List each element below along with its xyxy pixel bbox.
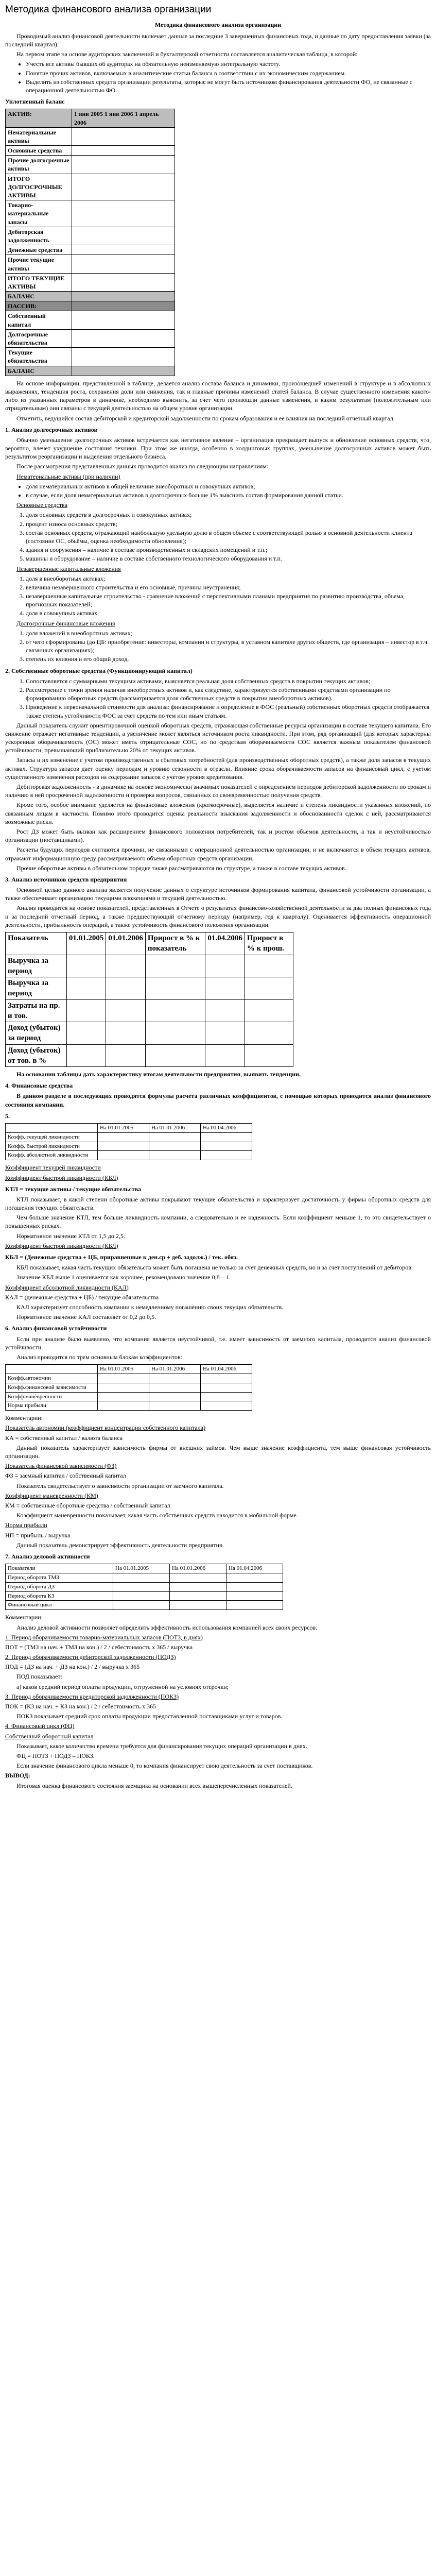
table-row [6, 1132, 252, 1142]
activity-paragraph: Итоговая оценка финансового состояния заемщика на основании всех вышеперечисленных показателей. [16, 1782, 292, 1789]
stability-paragraph: Показатель свидетельствует о зависимости организации от заемного капитала. [16, 1482, 224, 1489]
section1-paragraph: Отметить, ведущийся состав дебиторской и кредиторской задолженности по срокам образования и ее влияния на последний отчетный квартал. [16, 414, 395, 422]
value-cell [149, 1401, 201, 1411]
table-header-cell: Прирост в % к прош. [245, 933, 293, 955]
value-cell [72, 301, 175, 311]
table-row [6, 955, 293, 977]
activity-table [5, 1564, 283, 1610]
list-item: 2. Рассмотрение с точки зрения наличия внеоборотных активов и, как следствие, характеризуется собственными средствами организации по формированию оборотных средств (рассматривается доля собственных средств в покрытии внеоборотных активов). [26, 686, 431, 702]
row-label: Коэфф. текущей ликвидности [6, 1132, 98, 1142]
section1-paragraph: Основной целью данного анализа является получение данных о структуре источников формирования капитала, финансовой устойчивости организации, а также обеспечивает организацию текущими вложениями и текущей деятельностью. [5, 886, 431, 902]
activity-paragraph: Показывает, какое количество времени требуется для финансирования текущих операций организации в днях. [16, 1742, 307, 1750]
table-row [6, 301, 175, 311]
table-row [6, 292, 175, 301]
section1-paragraph: Рост ДЗ может быть вызван как расширением финансового положения потребителей, так и ростом объемов деятельности, а так и неустойчивостью организации (поставщиками). [5, 827, 431, 844]
list-item: 3. Приведение к первоначальной стоимости для анализа: финансирование и определение в ФОС (реальный) собственных оборотных средств отображается также степень устойчивости ФОС за счет средств по тем или иным статьям. [26, 703, 431, 719]
value-cell [201, 1142, 252, 1151]
list-item: 4. здания и сооружения – наличие в составе производственных и складских помещений и т.п.; [26, 546, 431, 554]
liquidity-paragraph: Анализ проводится по трем основным блокам коэффициентов: [16, 1353, 183, 1361]
table-row [6, 311, 175, 329]
table-row [6, 366, 175, 376]
value-cell [72, 127, 175, 145]
row-label: Норма прибыли [6, 1401, 98, 1411]
value-cell [66, 955, 106, 977]
section1-paragraph: Кроме того, особое внимание уделяется на финансовые вложения (краткосрочные), выделяется наличие и степень ликвидности указанных вложений, по связанным лицам в частности. Помимо этого проводится оценка реальности взыскания задолженности и обоснованности сделок с ней, рассматриваются возможные риски. [5, 801, 431, 825]
balance-body [6, 127, 175, 376]
value-cell [201, 1151, 252, 1160]
row-label: Основные средства [6, 146, 72, 156]
activity-paragraph: ПОД показывает: [16, 1673, 62, 1681]
numbered-list [5, 574, 431, 618]
table-row [6, 1383, 252, 1392]
subheading: Норма прибыли [5, 1521, 47, 1529]
table-row [6, 200, 175, 227]
activity-paragraph: ФЦ = ПОТЗ + ПОДЗ – ПОКЗ. [16, 1752, 95, 1759]
stability-paragraph: Коэффициент маневренности показывает, какая часть собственных средств находится в мобильной форме. [16, 1512, 298, 1519]
section1-paragraph: Прочие оборотные активы в обязательном порядке также рассматриваются по структуре, а также в составе текущих активов. [16, 864, 346, 872]
value-cell [149, 1142, 201, 1151]
row-label: Нематериальные активы [6, 127, 72, 145]
value-cell [72, 329, 175, 347]
subheading: Коэффициент быстрой ликвидности (КБЛ) [5, 1242, 118, 1249]
section-heading: 5. [5, 1112, 10, 1120]
value-cell [145, 977, 205, 1000]
bullet-list [5, 482, 431, 499]
table-row [6, 255, 175, 273]
liquidity-paragraph: Если при анализе было выявлено, что компания является неустойчивой, т.е. имеет зависимость от заемного капитала, проводится анализ финансовой устойчивости. [5, 1335, 431, 1351]
value-cell [66, 977, 106, 1000]
section-heading: 3. Анализ источников средств предприятия [5, 875, 127, 883]
stability-paragraph: Данный показатель демонстрирует эффективность деятельности предприятия. [16, 1541, 224, 1549]
row-label: Период оборота КЗ [6, 1591, 113, 1601]
row-label: БАЛАНС [6, 366, 72, 376]
formula: ФЗ = заемный капитал / собственный капитал [5, 1472, 126, 1480]
table-row [6, 1151, 252, 1160]
subheading: Нематериальные активы (при наличии) [16, 472, 120, 480]
subheading: Коэффициент текущей ликвидности [5, 1164, 101, 1172]
formula: ПОК = (КЗ на нач. + КЗ на кон.) / 2 / себестоимость x 365 [5, 1703, 156, 1710]
value-cell [149, 1374, 201, 1383]
table-row [6, 1401, 252, 1411]
value-cell [106, 1044, 146, 1067]
subheading: Показатель автономии (коэффициент концентрации собственного капитала) [5, 1424, 205, 1432]
row-label: ИТОГО ДОЛГОСРОЧНЫЕ АКТИВЫ [6, 174, 72, 200]
intro-paragraph: Проводимый анализ финансовой деятельности включает данные за последние 3 завершенных финансовых года, и данные по дату предоставления заявки (за последний квартал). [5, 32, 431, 48]
value-cell [145, 1022, 205, 1045]
table-row [6, 127, 175, 145]
row-label: Коэфф.манёвренности [6, 1392, 98, 1401]
formula: КТЛ = текущие активы / текущие обязательства [5, 1185, 142, 1193]
row-label: Долгосрочные обязательства [6, 329, 72, 347]
table-row [6, 1374, 252, 1383]
table-row [6, 146, 175, 156]
subheading: 4. Финансовый цикл (ФЦ) [5, 1722, 75, 1730]
value-cell [145, 999, 205, 1022]
formula: КМ = собственные оборотные средства / собственный капитал [5, 1501, 170, 1509]
value-cell [201, 1392, 252, 1401]
table-row [6, 1044, 293, 1067]
table-header-row [6, 1564, 283, 1573]
row-label: ПАССИВ: [6, 301, 72, 311]
value-cell [106, 977, 146, 1000]
table-header-cell: 1 янв 2005 1 янв 2006 1 апрель 2006 [72, 109, 175, 127]
comment-label: Комментарии: [5, 1614, 43, 1621]
section1-paragraph: Обычно уменьшение долгосрочных активов встречается как негативное явление – организация прекращает выпуск и обновление основных средств, что, вероятно, влечет ухудшение состояния техники. При этом же иногда, особенно в холдинговых группах, уменьшение долгосрочных активов может быть результатом реорганизации и выделения отдельного бизнеса. [5, 436, 431, 461]
value-cell [201, 1132, 252, 1142]
list-item: 2. величина незавершенного строительства и его основные, причины неустранения; [26, 583, 431, 591]
subheading: Коэффициент маневренности (КМ) [5, 1492, 98, 1499]
liquidity-paragraph: Нормативное значение КТЛ от 1,5 до 2,5. [16, 1232, 125, 1240]
table-row [6, 1573, 283, 1582]
list-item: • Понятие прочих активов, включаемых в аналитические статьи баланса в соответствии с их экономическим содержанием. [26, 69, 431, 77]
section2-paragraph: На основании таблицы дать характеристику итогам деятельности предприятия, выявить тенденции. [16, 1071, 301, 1078]
row-label: Финансовый цикл [6, 1601, 113, 1610]
value-cell [72, 227, 175, 245]
value-cell [106, 1022, 146, 1045]
balance-table [5, 109, 175, 376]
value-cell [72, 146, 175, 156]
table-row [6, 348, 175, 366]
section-heading: 1. Анализ долгосрочных активов [5, 426, 97, 433]
value-cell [66, 1044, 106, 1067]
table-row [6, 273, 175, 291]
section-heading: 6. Анализ финансовой устойчивости [5, 1325, 107, 1332]
liquidity-paragraph: Значение КБЛ выше 1 оценивается как хорошее, рекомендовано значение 0,8 – 1. [16, 1274, 231, 1281]
liquidity-paragraph: КАЛ характеризует способность компании к немедленному погашению своих текущих обязательств. [16, 1303, 284, 1311]
table-header-cell: Показатели [6, 1564, 113, 1573]
list-item: 1. Сопоставляется с суммарными текущими активами, выясняется реальная доля собственных средств в покрытии текущих активов; [26, 677, 431, 685]
formula: КБЛ = (Денежные средства + ЦБ, приравненные к ден.ср + деб. задолж.) / тек. обяз. [5, 1253, 238, 1261]
subheading: Основные средства [16, 501, 67, 509]
row-label: Период оборота ТМЗ [6, 1573, 113, 1582]
list-item: • доля нематериальных активов в общей величине внеоборотных и совокупных активов; [26, 482, 431, 490]
liquidity-paragraph: КБЛ показывает, какая часть текущих обязательств может быть погашена не только за счет денежных средств, но и за счет поступлений от дебиторов. [16, 1264, 413, 1272]
value-cell [205, 977, 245, 1000]
liquidity-paragraph: Чем больше значение КТЛ, тем больше ликвидность компании, а следовательно и ее надежность. Если коэффициент меньше 1, то это свидетельствует о повышенных рисках. [5, 1214, 431, 1230]
section1-paragraph: На основе информации, представленной в таблице, делается анализ состава баланса и динамики, произошедшей изменений в структуре и в абсолютных выражениях, тенденция роста, сохранения доли или снижения, так и главные причины изменений статей баланса. В случае существенного изменения какого-либо из указанных параметров в динамике, необходимо выяснить, за счет чего произошли данные изменения, и каким результатам (положительным или отрицательным) они связаны с текущей деятельностью на общем уровне организации. [5, 379, 431, 412]
formula: ПОД = (ДЗ на нач. + ДЗ на кон.) / 2 / выручка x 365 [5, 1663, 140, 1671]
list-item: 2. процент износа основных средств; [26, 520, 431, 528]
row-label: Коэфф.финансовой зависимости [6, 1383, 98, 1392]
activity-paragraph: ПОКЗ показывает средний срок оплаты продукции предоставленной поставщиками услуг и товаров. [16, 1713, 283, 1720]
table-header-cell: 01.04.2006 [205, 933, 245, 955]
row-label: Текущие обязательства [6, 348, 72, 366]
list-item: • в случае, если доля нематериальных активов в долгосрочных больше 1% выяснить состав формирования данной статьи. [26, 491, 431, 499]
table-row [6, 227, 175, 245]
value-cell [205, 1044, 245, 1067]
table-row [6, 174, 175, 200]
table-row [6, 999, 293, 1022]
coef-table [5, 1123, 252, 1160]
value-cell [106, 999, 146, 1022]
balance-heading: Уплотненный баланс [5, 98, 65, 106]
list-item: • Выделить из собственных средств организации результаты, которые не могут быть источником финансирования деятельности ФО, не связанные с операционной деятельностью ФО. [26, 78, 431, 94]
value-cell [170, 1591, 226, 1601]
table-row [6, 1392, 252, 1401]
activity-paragraph: Анализ деловой активности позволяет определить эффективность использования компанией всех своих ресурсов. [16, 1623, 318, 1631]
value-cell [72, 366, 175, 376]
row-label: Собственный капитал [6, 311, 72, 329]
value-cell [205, 1022, 245, 1045]
table-header-cell: На 01.04.2006 [201, 1123, 252, 1132]
list-item: 3. незавершенные капитальные строительство - сравнение вложений с перспективными планами предприятия по развитию производства, объема, прогнозных показателей; [26, 592, 431, 608]
table-header-row [6, 1365, 252, 1374]
row-label: Выручка за период [6, 977, 67, 1000]
subheading: Показатель финансовой зависимости (ФЗ) [5, 1462, 117, 1470]
table-header-cell [6, 1123, 98, 1132]
activity-paragraph: Если значение финансового цикла меньше 0, то компания финансирует свою деятельность за счет поставщиков. [16, 1762, 313, 1770]
value-cell [66, 1022, 106, 1045]
intro-paragraph: На первом этапе на основе аудиторских заключений и бухгалтерской отчетности составляется аналитическая таблица, в которой: [16, 50, 358, 58]
subheading: 1. Период оборачиваемости товарно-материальных запасов (ПОТЗ, в днях) [5, 1633, 203, 1641]
table-header-cell: 01.01.2006 [106, 933, 146, 955]
table-row [6, 1142, 252, 1151]
value-cell [72, 273, 175, 291]
table-row [6, 1582, 283, 1591]
table-header-cell: На 01.01.2005 [113, 1564, 170, 1573]
row-label: Дебиторская задолженность [6, 227, 72, 245]
value-cell [205, 999, 245, 1022]
row-label: Затраты на пр. и тов. [6, 999, 67, 1022]
row-label: Выручка за период [6, 955, 67, 977]
subheading: Незавершенные капитальные вложения [16, 565, 121, 572]
list-item: 1. доля основных средств в долгосрочных и совокупных активах; [26, 511, 431, 519]
subheading: Собственный оборотный капитал [5, 1732, 94, 1740]
stability-paragraph: Данный показатель характеризует зависимость фирмы от внешних займов. Чем выше значение коэффициента, тем выше финансовая устойчивость организации. [5, 1444, 431, 1460]
value-cell [72, 245, 175, 255]
table-row [6, 1591, 283, 1601]
row-label: Товарно-материальные запасы [6, 200, 72, 227]
row-label: Доход (убыток) от тов. в % [6, 1044, 67, 1067]
value-cell [226, 1573, 283, 1582]
value-cell [113, 1591, 170, 1601]
section1-paragraph: Анализ проводится на основе показателей, представленных в Отчете о результатах финансово-хозяйственной деятельности за два полных финансовых года и за последний отчетный период, а также предшествующий отчетному периоду (например, год к кварталу). Оценивается эффективность операционной деятельности, прибыльность операций, а также устойчивость финансового положения организации. [5, 904, 431, 928]
liquidity-paragraph: Нормативное значение КАЛ составляет от 0,2 до 0,5. [16, 1313, 156, 1321]
value-cell [149, 1132, 201, 1142]
coef-body [6, 1132, 252, 1160]
section-heading: 4. Финансовые средства [5, 1082, 73, 1090]
row-label: Прочие текущие активы [6, 255, 72, 273]
value-cell [149, 1151, 201, 1160]
value-cell [245, 1022, 293, 1045]
intro-list [5, 60, 431, 94]
table-header-row [6, 1123, 252, 1132]
subheading: Долгосрочные финансовые вложения [16, 619, 115, 627]
section1-paragraph: Дебиторская задолженность - в динамике на основе экономически значимых показателей с определением периодов дебиторской задолженности по срокам и наличию в ней просроченной задолженности и проверка вопросов, связанных со своевременностью получения средств. [5, 783, 431, 799]
subheading: Коэффициент быстрой ликвидности (КБЛ) [5, 1174, 118, 1181]
section1-paragraph: Запасы и их изменение с учетом производственных и сбытовых потребностей (для производственных оборотных средств), а также доля запасов в текущих активах. Структура запасов дает оценку периодам и уровню сезонности в отрасли. Влияние срока оборачиваемости запасов на финансовый цикл, с учетом существенного изменения расходов на содержание запасов с учетом уровня кредитования. [5, 756, 431, 781]
value-cell [205, 955, 245, 977]
value-cell [226, 1582, 283, 1591]
intro-heading: Методика финансового анализа организации [154, 21, 282, 28]
value-cell [170, 1573, 226, 1582]
numbered-list [5, 677, 431, 720]
list-item: 2. от чего сформированы (до ЦБ: приобретение: инвесторы, компании и структуры, в уставном капитале других обществ, где организация – инвестор в т.ч. связанных организациях); [26, 638, 431, 654]
value-cell [245, 955, 293, 977]
table-header-row [6, 933, 293, 955]
value-cell [66, 999, 106, 1022]
value-cell [170, 1601, 226, 1610]
row-label: Коэфф. быстрой ликвидности [6, 1142, 98, 1151]
formula: КАЛ = (денежные средства + ЦБ) / текущие обязательства [5, 1293, 159, 1301]
table-row [6, 156, 175, 174]
list-item: 1. доля вложений в внеоборотных активах; [26, 629, 431, 637]
section1-paragraph: Данный показатель служит ориентировочной оценкой оборотных средств, отражающая собственные ресурсы организации в составе текущего капитала. Его снижение отражает негативные тенденции, а увеличение может являться источником роста ликвидности. При этом, ряд организаций (для которых характерны ускоренная оборачиваемость (ОС) может иметь отрицательные СОС, но по средствам оборачиваемости СОС является важным показателем финансовой устойчивости, превышающий приблизительно 20% от текущих активов. [5, 721, 431, 754]
value-cell [201, 1374, 252, 1383]
numbered-list [5, 511, 431, 563]
table-header-cell: На 01.04.2006 [201, 1365, 252, 1374]
row-label: БАЛАНС [6, 292, 72, 301]
formula: НП = прибыль / выручка [5, 1531, 71, 1539]
value-cell [201, 1383, 252, 1392]
row-label: Коэфф.автономии [6, 1374, 98, 1383]
table-header-cell: АКТИВ: [6, 109, 72, 127]
value-cell [245, 999, 293, 1022]
subheading: Коэффициент абсолютной ликвидности (КАЛ) [5, 1283, 129, 1291]
value-cell [149, 1392, 201, 1401]
value-cell [72, 348, 175, 366]
value-cell [149, 1383, 201, 1392]
value-cell [98, 1383, 149, 1392]
stability-body [6, 1374, 252, 1410]
value-cell [98, 1401, 149, 1411]
value-cell [98, 1132, 149, 1142]
value-cell [113, 1601, 170, 1610]
section2-paragraph: В данном разделе в последующих проводятся формулы расчета различных коэффициентов, с помощью которых проводится анализ финансового состояния компании. [5, 1092, 431, 1108]
list-item: 3. степень их влияния и его общий доход. [26, 655, 431, 663]
value-cell [106, 955, 146, 977]
value-cell [226, 1601, 283, 1610]
value-cell [72, 311, 175, 329]
row-label: Период оборота ДЗ [6, 1582, 113, 1591]
table-row [6, 977, 293, 1000]
value-cell [145, 1044, 205, 1067]
row-label: Денежные средства [6, 245, 72, 255]
formula: КА = собственный капитал / валюта баланса [5, 1434, 123, 1442]
activity-paragraph: а) каков средний период оплаты продукции, отгруженной на условиях отсрочки; [16, 1683, 229, 1690]
value-cell [145, 955, 205, 977]
table-header-cell: На 01.01.2006 [149, 1365, 201, 1374]
value-cell [245, 977, 293, 1000]
table-row [6, 1601, 283, 1610]
table-header-cell: На 01.01.2005 [98, 1123, 149, 1132]
list-item: 1. доля в внеоборотных активах; [26, 574, 431, 583]
value-cell [170, 1582, 226, 1591]
list-item: 3. состав основных средств, отражающий наибольшую удельную долю в общем объеме с соответствующей ролью в основной деятельности клиента (состояние ОС, обьёмы, оценка необходимости обновления); [26, 529, 431, 545]
value-cell [201, 1401, 252, 1411]
liquidity-paragraph: КТЛ показывает, в какой степени оборотные активы покрывают текущие обязательства и характеризует достаточность у фирмы оборотных средств для погашения текущих обязательств. [5, 1195, 431, 1212]
metrics-table [5, 932, 293, 1067]
section-heading: 2. Собственные оборотные средства (Функционирующий капитал) [5, 667, 193, 674]
value-cell [72, 174, 175, 200]
value-cell [72, 156, 175, 174]
value-cell [113, 1573, 170, 1582]
value-cell [245, 1044, 293, 1067]
table-header-cell: 01.01.2005 [66, 933, 106, 955]
table-row [6, 1022, 293, 1045]
row-label: ИТОГО ТЕКУЩИЕ АКТИВЫ [6, 273, 72, 291]
comment-label: Комментарии: [5, 1414, 43, 1422]
list-item: 5. машины и оборудование – наличие в составе собственного технологического оборудования и т.п. [26, 554, 431, 563]
subheading: 3. Период оборачиваемости кредиторской задолженности (ПОКЗ) [5, 1692, 179, 1700]
value-cell [72, 292, 175, 301]
row-label: Прочие долгосрочные активы [6, 156, 72, 174]
table-header-row [6, 109, 175, 127]
value-cell [98, 1151, 149, 1160]
section1-paragraph: Расчеты будущих периодов считаются прочими, не связанными с операционной деятельностью организации, и не включаются в объем текущих активов, отражают информационную среду рассматриваемого объема оборотных средств организации. [5, 846, 431, 862]
table-row [6, 245, 175, 255]
value-cell [113, 1582, 170, 1591]
value-cell [72, 255, 175, 273]
value-cell [98, 1142, 149, 1151]
row-label: Коэфф. абсолютной ликвидности [6, 1151, 98, 1160]
table-header-cell: На 01.04.2006 [226, 1564, 283, 1573]
table-header-cell: На 01.01.2006 [149, 1123, 201, 1132]
table-header-cell [6, 1365, 98, 1374]
row-label: Доход (убыток) за период [6, 1022, 67, 1045]
value-cell [226, 1591, 283, 1601]
table-header-cell: На 01.01.2005 [98, 1365, 149, 1374]
section1-paragraph: После рассмотрения представленных данных проводится анализ по следующим направлениям: [16, 463, 269, 470]
section-heading: 7. Анализ деловой активности [5, 1552, 90, 1560]
value-cell [98, 1392, 149, 1401]
page-title: Методика финансового анализа организации [5, 4, 212, 15]
table-header-cell: Прирост в % к показатель [145, 933, 205, 955]
list-item: • Учесть все активы бывших об аудиторах на обязательную неизменяемую интегральную частоту. [26, 60, 431, 68]
table-header-cell: Показатель [6, 933, 67, 955]
table-row [6, 329, 175, 347]
table-header-cell: На 01.01.2006 [170, 1564, 226, 1573]
formula: ПОТ = (ТМЗ на нач. + ТМЗ на кон.) / 2 / себестоимость x 365 / выручка [5, 1643, 193, 1651]
numbered-list [5, 629, 431, 664]
conclusion-label: ВЫВОД: [5, 1772, 30, 1780]
metrics-body [6, 955, 293, 1067]
subheading: 2. Период оборачиваемости дебиторской задолженности (ПОДЗ) [5, 1653, 176, 1661]
activity-body [6, 1573, 283, 1609]
value-cell [98, 1374, 149, 1383]
list-item: 4. доля в совокупных активах. [26, 609, 431, 617]
value-cell [72, 200, 175, 227]
stability-table [5, 1364, 252, 1411]
